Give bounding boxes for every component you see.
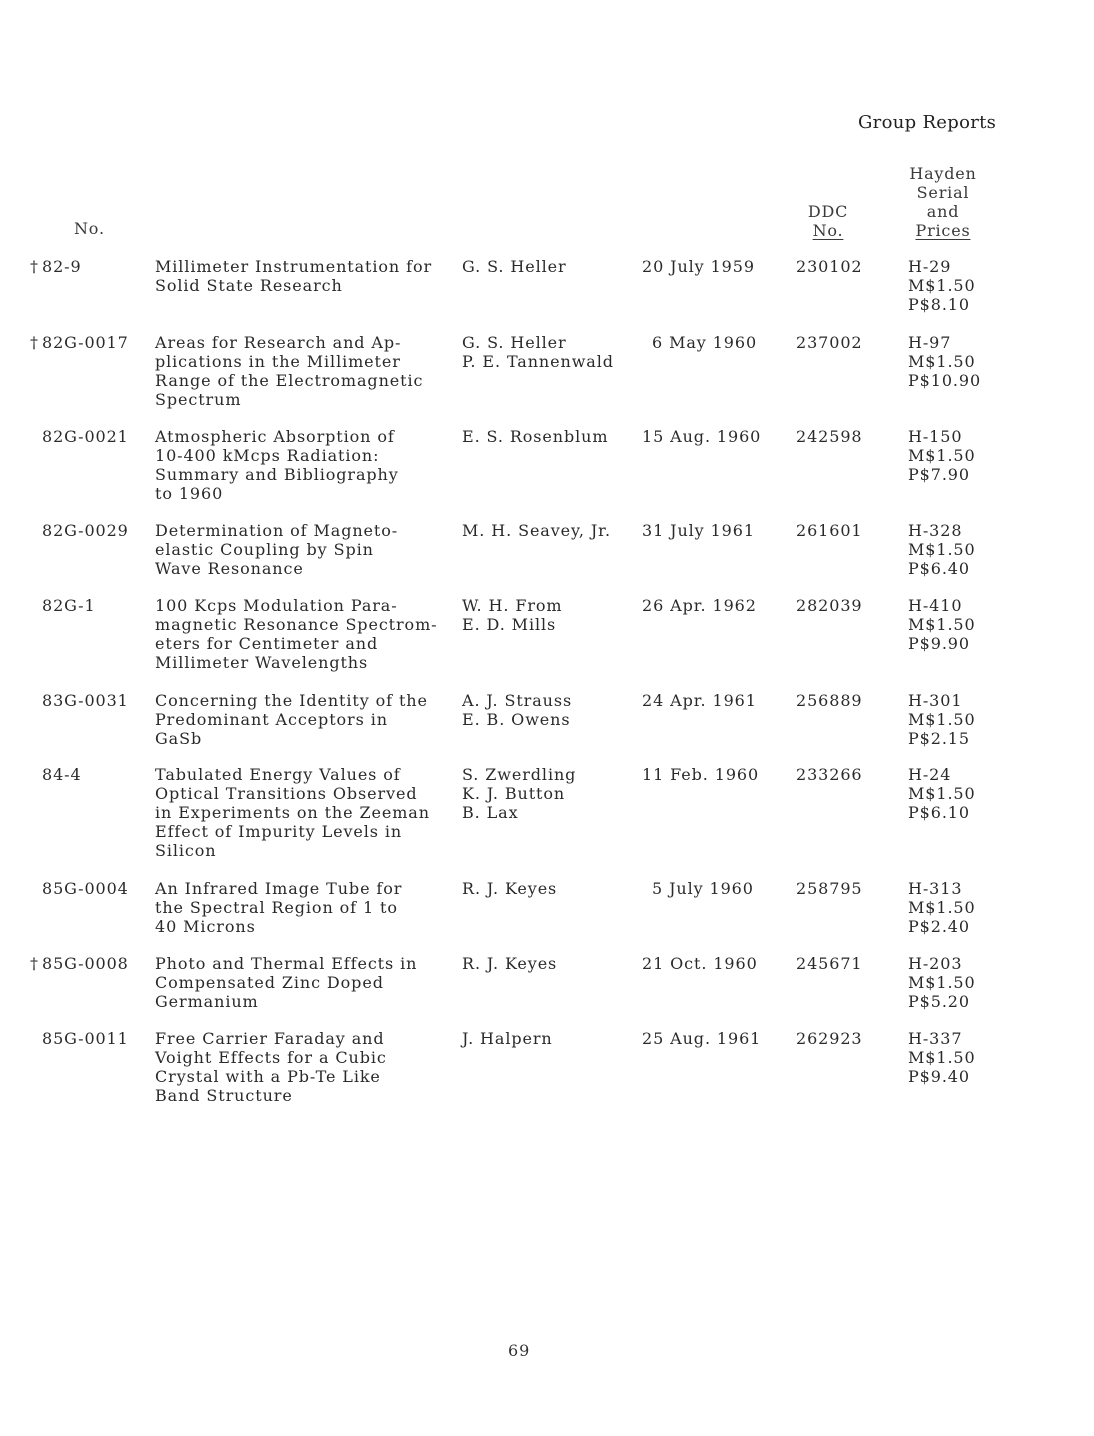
report-authors: A. J. Strauss E. B. Owens: [462, 691, 573, 729]
column-header-ddc-line: DDC: [807, 202, 849, 221]
report-title: Tabulated Energy Values of Optical Transitions Observed in Experiments on the Zeeman Effect of Impurity Levels in Silicon: [155, 765, 430, 860]
report-number: 83G-0031: [42, 691, 129, 710]
column-header-hayden-line: Prices: [915, 221, 971, 240]
report-title: Atmospheric Absorption of 10-400 kMcps Radiation: Summary and Bibliography to 1960: [155, 427, 399, 503]
report-authors: M. H. Seavey, Jr.: [462, 521, 611, 540]
report-title: Determination of Magneto- elastic Coupling by Spin Wave Resonance: [155, 521, 399, 578]
report-title: 100 Kcps Modulation Para- magnetic Resonance Spectrom- eters for Centimeter and Millimeter Wavelengths: [155, 596, 438, 672]
ddc-number: 237002: [796, 333, 863, 352]
report-number: 85G-0004: [42, 879, 129, 898]
hayden-serial-price: H-150 M$1.50 P$7.90: [908, 427, 976, 484]
page-number: 69: [508, 1341, 531, 1360]
hayden-serial-price: H-313 M$1.50 P$2.40: [908, 879, 976, 936]
report-date: 15 Aug. 1960: [642, 427, 762, 446]
report-date: 21 Oct. 1960: [642, 954, 758, 973]
report-date: 26 Apr. 1962: [642, 596, 757, 615]
report-number: 82G-0017: [42, 333, 129, 352]
report-date: 24 Apr. 1961: [642, 691, 757, 710]
report-authors: W. H. From E. D. Mills: [462, 596, 563, 634]
hayden-serial-price: H-328 M$1.50 P$6.40: [908, 521, 976, 578]
ddc-number: 282039: [796, 596, 863, 615]
report-date: 25 Aug. 1961: [642, 1029, 762, 1048]
hayden-serial-price: H-29 M$1.50 P$8.10: [908, 257, 976, 314]
report-title: Free Carrier Faraday and Voight Effects for a Cubic Crystal with a Pb-Te Like Band Structure: [155, 1029, 387, 1105]
ddc-number: 262923: [796, 1029, 863, 1048]
report-number: 84-4: [42, 765, 82, 784]
report-authors: R. J. Keyes: [462, 954, 558, 973]
hayden-serial-price: H-203 M$1.50 P$5.20: [908, 954, 976, 1011]
hayden-serial-price: H-24 M$1.50 P$6.10: [908, 765, 976, 822]
column-header-hayden-line: and: [926, 202, 960, 221]
report-authors: G. S. Heller P. E. Tannenwald: [462, 333, 614, 371]
dagger-mark: †: [30, 333, 39, 352]
ddc-number: 233266: [796, 765, 863, 784]
report-date: 6 May 1960: [652, 333, 758, 352]
report-authors: J. Halpern: [462, 1029, 553, 1048]
report-number: 82G-1: [42, 596, 96, 615]
report-authors: S. Zwerdling K. J. Button B. Lax: [462, 765, 577, 822]
report-title: Photo and Thermal Effects in Compensated Zinc Doped Germanium: [155, 954, 418, 1011]
report-authors: R. J. Keyes: [462, 879, 558, 898]
report-title: Millimeter Instrumentation for Solid State Research: [155, 257, 433, 295]
hayden-serial-price: H-410 M$1.50 P$9.90: [908, 596, 976, 653]
report-title: Areas for Research and Ap- plications in the Millimeter Range of the Electromagnetic Spectrum: [155, 333, 424, 409]
report-number: 85G-0011: [42, 1029, 129, 1048]
column-header-ddc-line: No.: [812, 221, 844, 240]
ddc-number: 256889: [796, 691, 863, 710]
ddc-number: 261601: [796, 521, 863, 540]
ddc-number: 230102: [796, 257, 863, 276]
hayden-serial-price: H-337 M$1.50 P$9.40: [908, 1029, 976, 1086]
report-date: 5 July 1960: [652, 879, 754, 898]
page-header: Group Reports: [858, 112, 997, 133]
dagger-mark: †: [30, 954, 39, 973]
column-header-hayden-line: Hayden: [909, 164, 977, 183]
report-number: 82G-0021: [42, 427, 129, 446]
column-header-hayden-line: Serial: [916, 183, 970, 202]
report-title: An Infrared Image Tube for the Spectral Region of 1 to 40 Microns: [155, 879, 403, 936]
ddc-number: 258795: [796, 879, 863, 898]
report-number: 82-9: [42, 257, 82, 276]
report-date: 31 July 1961: [642, 521, 755, 540]
ddc-number: 245671: [796, 954, 863, 973]
hayden-serial-price: H-301 M$1.50 P$2.15: [908, 691, 976, 748]
report-number: 82G-0029: [42, 521, 129, 540]
report-authors: E. S. Rosenblum: [462, 427, 609, 446]
report-date: 20 July 1959: [642, 257, 755, 276]
column-header-no: No.: [74, 219, 105, 238]
report-number: 85G-0008: [42, 954, 129, 973]
hayden-serial-price: H-97 M$1.50 P$10.90: [908, 333, 982, 390]
report-authors: G. S. Heller: [462, 257, 567, 276]
report-date: 11 Feb. 1960: [642, 765, 760, 784]
report-title: Concerning the Identity of the Predominant Acceptors in GaSb: [155, 691, 428, 748]
ddc-number: 242598: [796, 427, 863, 446]
dagger-mark: †: [30, 257, 39, 276]
